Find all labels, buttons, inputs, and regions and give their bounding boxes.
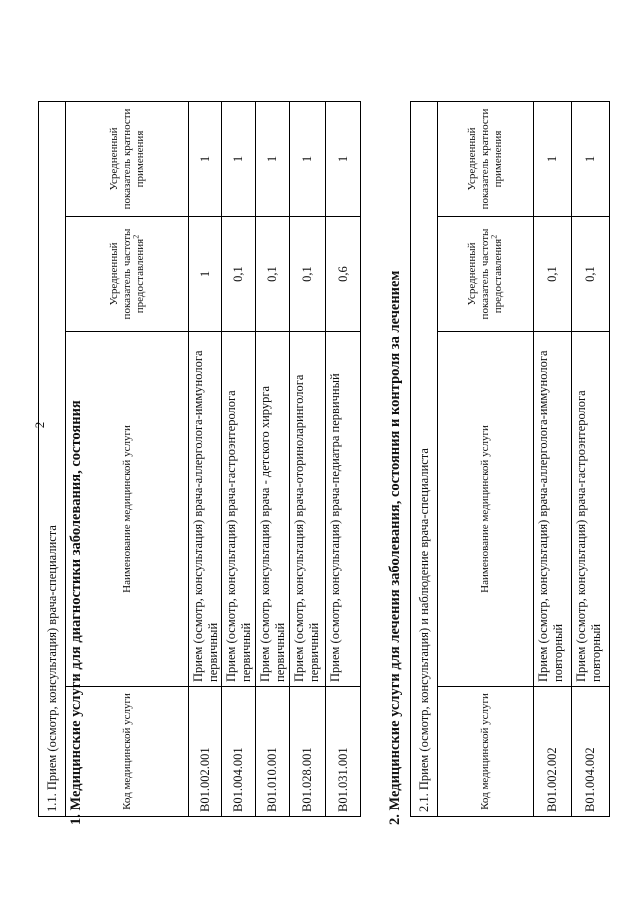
frequency-value: 0,1 [572,217,610,332]
header-frequency-text: Усредненный показатель частоты предоставления [107,228,146,320]
header-frequency-text: Усредненный показатель частоты предоставления [466,228,504,320]
service-code: B01.002.002 [534,687,572,817]
service-code: B01.031.001 [326,687,361,817]
footnote-ref: 2 [489,234,499,239]
service-code: B01.004.002 [572,687,610,817]
treatment-services-table [410,101,610,817]
service-name: Прием (осмотр, консультация) врача-оториноларинголога первичный [290,332,326,687]
frequency-value: 0,1 [256,217,290,332]
header-code: Код медицинской услуги [438,687,534,817]
section-1-title: 1. Медицинские услуги для диагностики заболевания, состояния [68,400,84,825]
multiplicity-value: 1 [326,101,361,216]
frequency-value: 0,1 [290,217,326,332]
subsection-1-1-title: 1.1. Прием (осмотр, консультация) врача-специалиста [39,101,66,816]
frequency-value: 1 [189,217,222,332]
footnote-ref: 2 [130,234,140,239]
service-code: B01.010.001 [256,687,290,817]
multiplicity-value: 1 [534,101,572,216]
multiplicity-value: 1 [189,101,222,216]
multiplicity-value: 1 [290,101,326,216]
service-code: B01.002.001 [189,687,222,817]
page-number: 2 [32,421,47,429]
service-name: Прием (осмотр, консультация) врача-гастроэнтеролога первичный [222,332,256,687]
multiplicity-value: 1 [222,101,256,216]
header-code: Код медицинской услуги [66,687,189,817]
service-name: Прием (осмотр, консультация) врача-аллерголога-иммунолога повторный [534,332,572,687]
table-row [326,101,361,816]
section-2-title: 2. Медицинские услуги для лечения заболевания, состояния и контроля за лечением [387,270,403,825]
header-name: Наименование медицинской услуги [438,332,534,687]
header-multiplicity: Усредненный показатель кратности применения [66,101,189,216]
service-code: B01.004.001 [222,687,256,817]
service-name: Прием (осмотр, консультация) врача-педиатра первичный [326,332,361,687]
service-name: Прием (осмотр, консультация) врача - детского хирурга первичный [256,332,290,687]
frequency-value: 0,6 [326,217,361,332]
service-name: Прием (осмотр, консультация) врача-гастроэнтеролога повторный [572,332,610,687]
multiplicity-value: 1 [572,101,610,216]
header-multiplicity: Усредненный показатель кратности применения [438,101,534,216]
frequency-value: 0,1 [222,217,256,332]
subsection-2-1-title: 2.1. Прием (осмотр, консультация) и наблюдение врача-специалиста [411,101,438,816]
table-row [189,101,222,816]
service-name: Прием (осмотр, консультация) врача-аллерголога-иммунолога первичный [189,332,222,687]
frequency-value: 0,1 [534,217,572,332]
service-code: B01.028.001 [290,687,326,817]
diagnostics-services-table [38,101,361,817]
header-frequency [438,217,534,332]
table-row [256,101,290,816]
header-name: Наименование медицинской услуги [66,332,189,687]
table-row [572,101,610,816]
multiplicity-value: 1 [256,101,290,216]
table-row [290,101,326,816]
table-row [534,101,572,816]
header-frequency [66,217,189,332]
table-row [222,101,256,816]
